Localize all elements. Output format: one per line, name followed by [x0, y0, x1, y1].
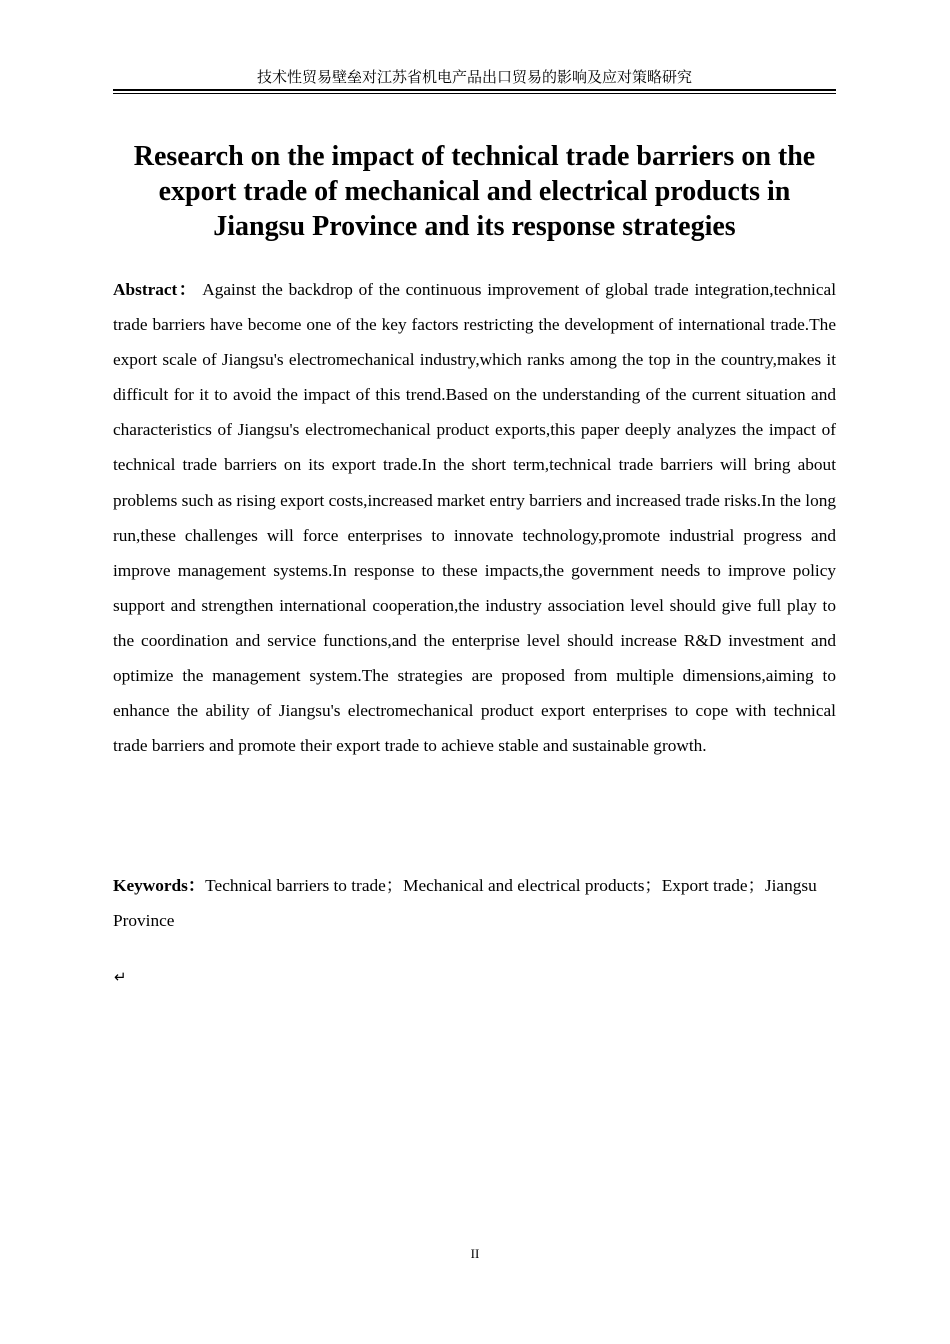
abstract-text: Against the backdrop of the continuous improvement of global trade integration,technical trade barriers have become one of the key factors restricting the development of international trade.The export scale of Jiangsu's electromechanical industry,which ranks among the top in the country,makes it difficult for it to avoid the impact of this trend.Based on the understanding of the current situation and characteristics of Jiangsu's electromechanical product exports,this paper deeply analyzes the impact of technical trade barriers on its export trade.In the short term,technical trade barriers will bring about problems such as rising export costs,increased market entry barriers and increased trade risks.In the long run,these challenges will force enterprises to innovate technology,promote industrial progress and improve management systems.In response to these impacts,the government needs to improve policy support and strengthen international cooperation,the industry association level should give full play to the coordination and service functions,and the enterprise level should increase R&D investment and optimize the management system.The strategies are proposed from multiple dimensions,aiming to enhance the ability of Jiangsu's electromechanical product export enterprises to cope with technical trade barriers and promote their export trade to achieve stable and sustainable growth. [113, 280, 836, 756]
abstract-paragraph [113, 272, 836, 763]
keywords-text: Technical barriers to trade；Mechanical and electrical products；Export trade；Jiangsu Province [113, 876, 817, 930]
keywords-paragraph [113, 868, 836, 938]
paragraph-mark-icon: ↵ [114, 968, 127, 986]
page-number: II [470, 1246, 480, 1261]
keywords-label: Keywords： [113, 876, 206, 895]
header-rule [113, 89, 836, 94]
abstract-label: Abstract： [113, 280, 198, 299]
paper-title: Research on the impact of technical trade barriers on the export trade of mechanical and electrical products in Jiangsu Province and its response strategies [133, 141, 816, 242]
running-header: 技术性贸易壁垒对江苏省机电产品出口贸易的影响及应对策略研究 [256, 68, 692, 86]
